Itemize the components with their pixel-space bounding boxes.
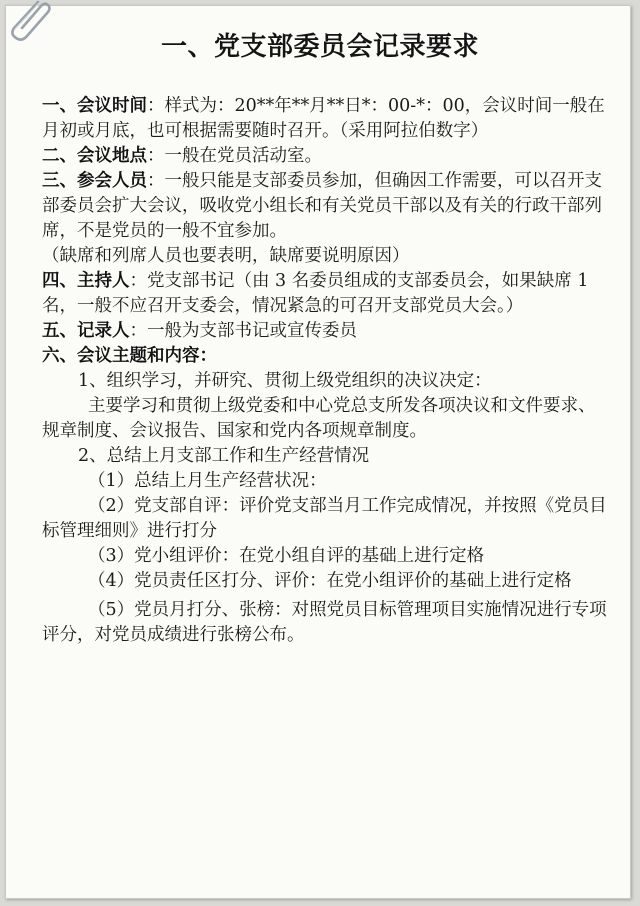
section-attendees: 三、参会人员：一般只能是支部委员参加，但确因工作需要，可以召开支部委员会扩大会议，吸收党小组长和有关党员干部以及有关的行政干部列席，不是党员的一般不宜参加。 bbox=[42, 171, 602, 241]
section-meeting-time: 一、会议时间：样式为：20**年**月**日*：00-*：00，会议时间一般在月初或月底，也可根据需要随时召开。（采用阿拉伯数字） bbox=[42, 96, 605, 141]
section-meeting-place: 二、会议地点：一般在党员活动室。 bbox=[42, 146, 322, 166]
section-label: 一、会议时间 bbox=[42, 96, 147, 116]
section-label: 三、参会人员 bbox=[42, 171, 147, 191]
section-label: 六、会议主题和内容 bbox=[42, 346, 200, 366]
topic-sub-5: （5）党员月打分、张榜：对照党员目标管理项目实施情况进行专项评分，对党员成绩进行张榜公布。 bbox=[42, 600, 607, 645]
topic-item-1: 1、组织学习，并研究、贯彻上级党组织的决议决定： bbox=[78, 371, 492, 391]
section-topics: 六、会议主题和内容： bbox=[42, 346, 217, 366]
section-recorder: 五、记录人：一般为支部书记或宣传委员 bbox=[42, 321, 357, 341]
section-label: 四、主持人 bbox=[42, 271, 130, 291]
topic-item-1-detail: 主要学习和贯彻上级党委和中心党总支所发各项决议和文件要求、规章制度、会议报告、国家和党内各项规章制度。 bbox=[42, 396, 596, 441]
topic-sub-2: （2）党支部自评：评价党支部当月工作完成情况，并按照《党员目标管理细则》进行打分 bbox=[42, 496, 607, 541]
section-label: 五、记录人 bbox=[42, 321, 130, 341]
page-title: 一、党支部委员会记录要求 bbox=[160, 32, 479, 62]
document-body bbox=[42, 94, 608, 648]
topic-sub-4: （4）党员责任区打分、评价：在党小组评价的基础上进行定格 bbox=[88, 571, 572, 591]
topic-sub-3: （3）党小组评价：在党小组自评的基础上进行定格 bbox=[88, 546, 485, 566]
section-host: 四、主持人：党支部书记（由 3 名委员组成的支部委员会，如果缺席 1 名，一般不应召开支委会，情况紧急的可召开支部党员大会。） bbox=[42, 271, 589, 316]
topic-item-2: 2、总结上月支部工作和生产经营情况 bbox=[78, 446, 370, 466]
section-label: 二、会议地点 bbox=[42, 146, 147, 166]
topic-sub-1: （1）总结上月生产经营状况： bbox=[88, 471, 327, 491]
attendees-note: （缺席和列席人员也要表明，缺席要说明原因） bbox=[42, 246, 410, 266]
